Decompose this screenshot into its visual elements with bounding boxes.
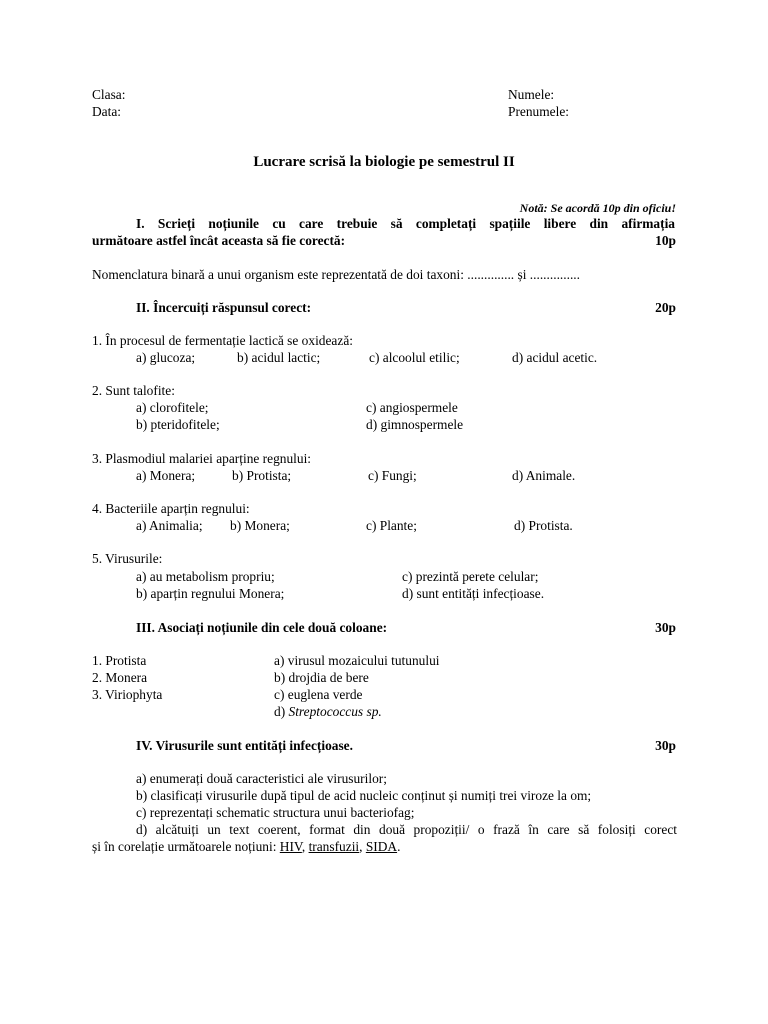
separator: , [301, 839, 309, 854]
left-column-item: 3. Viriophyta [92, 687, 163, 702]
q3-option-c: c) Fungi; [368, 468, 417, 483]
right-column-item-d-prefix: d) [274, 704, 289, 719]
page-title: Lucrare scrisă la biologie pe semestrul II [253, 154, 515, 170]
right-column-item: a) virusul mozaicului tutunului [274, 653, 440, 668]
section4-task-b: b) clasificați virusurile după tipul de acid nucleic conținut și numiți trei viroze la om; [136, 788, 592, 803]
q2-option-d: d) gimnospermele [366, 417, 464, 432]
q3-option-b: b) Protista; [232, 468, 292, 483]
q4-option-a: a) Animalia; [136, 518, 203, 533]
term-sida: SIDA [365, 839, 398, 854]
q5-option-c: c) prezintă perete celular; [402, 569, 539, 584]
section4-task-d-line1: d) alcătuiți un text coerent, format din două propoziții/ o frază în care să folosiți corect [136, 822, 677, 837]
q2-option-b: b) pteridofitele; [136, 417, 220, 432]
right-column-item-d [274, 703, 382, 720]
date-label: Data: [92, 104, 121, 119]
section4-points: 30p [655, 738, 676, 753]
q4-option-d: d) Protista. [514, 518, 573, 533]
q5-option-a: a) au metabolism propriu; [136, 569, 275, 584]
q4-option-b: b) Monera; [230, 518, 290, 533]
q5-option-d: d) sunt entități infecțioase. [402, 586, 545, 601]
section2-heading: II. Încercuiți răspunsul corect: [136, 300, 312, 315]
left-column-item: 1. Protista [92, 653, 147, 668]
section4-task-c: c) reprezentați schematic structura unui bacteriofag; [136, 805, 415, 820]
term-transfuzii: transfuzii [308, 839, 360, 854]
left-column-item: 2. Monera [92, 670, 148, 685]
task-d-prefix: și în corelație următoarele noțiuni: [92, 839, 280, 854]
first-name-label: Prenumele: [508, 104, 569, 119]
section3-heading: III. Asociați noțiunile din cele două coloane: [136, 620, 388, 635]
section4-heading: IV. Virusurile sunt entități infecțioase. [136, 738, 353, 753]
q2-option-c: c) angiospermele [366, 400, 458, 415]
q2-text: 2. Sunt talofite: [92, 383, 175, 398]
q1-option-c: c) alcoolul etilic; [369, 350, 460, 365]
section1-heading-line2: următoare astfel încât aceasta să fie corectă: [92, 233, 346, 248]
q1-text: 1. În procesul de fermentație lactică se oxidează: [92, 333, 353, 348]
section3-points: 30p [655, 620, 676, 635]
q4-text: 4. Bacteriile aparțin regnului: [92, 501, 250, 516]
end-period: . [397, 839, 401, 854]
q3-option-d: d) Animale. [512, 468, 576, 483]
q1-option-a: a) glucoza; [136, 350, 196, 365]
section4-task-d-line2 [92, 838, 400, 855]
right-column-item: c) euglena verde [274, 687, 363, 702]
section1-statement: Nomenclatura binară a unui organism este reprezentată de doi taxoni: .............. și ............... [92, 267, 580, 282]
q4-option-c: c) Plante; [366, 518, 417, 533]
q5-option-b: b) aparțin regnului Monera; [136, 586, 285, 601]
q1-option-b: b) acidul lactic; [237, 350, 321, 365]
separator: , [359, 839, 366, 854]
class-label: Clasa: [92, 87, 126, 102]
right-column-item-d-italic: Streptococcus sp. [288, 704, 382, 719]
section4-task-a: a) enumerați două caracteristici ale virusurilor; [136, 771, 387, 786]
right-column-item: b) drojdia de bere [274, 670, 369, 685]
section1-points: 10p [655, 233, 676, 248]
q3-text: 3. Plasmodiul malariei aparține regnului: [92, 451, 312, 466]
section1-heading-line1: I. Scrieți noțiunile cu care trebuie să completați spațiile libere din afirmația [136, 216, 675, 231]
section2-points: 20p [655, 300, 676, 315]
q2-option-a: a) clorofitele; [136, 400, 209, 415]
q5-text: 5. Virusurile: [92, 551, 163, 566]
term-hiv: HIV [279, 839, 302, 854]
name-label: Numele: [508, 87, 555, 102]
q1-option-d: d) acidul acetic. [512, 350, 598, 365]
q3-option-a: a) Monera; [136, 468, 196, 483]
note: Notă: Se acordă 10p din oficiu! [519, 201, 676, 215]
